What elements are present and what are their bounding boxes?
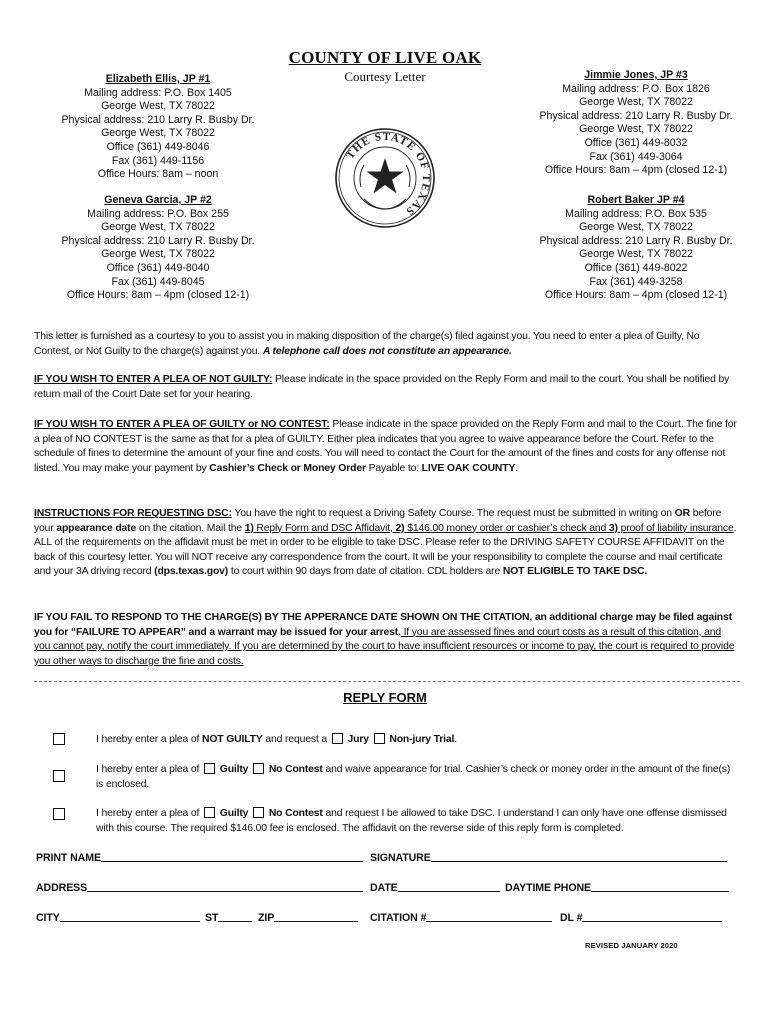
judge-hours: Office Hours: 8am – 4pm (closed 12-1): [544, 289, 728, 302]
date-label: DATE: [370, 882, 398, 894]
judge-mailing: Mailing address: P.O. Box 1405: [84, 86, 232, 99]
dsc-appearance-date: appearance date: [56, 522, 137, 534]
dsc-heading: INSTRUCTIONS FOR REQUESTING DSC:: [34, 508, 232, 519]
page-title: COUNTY OF LIVE OAK: [288, 48, 482, 67]
option-2-guilty-checkbox[interactable]: [204, 763, 215, 774]
dsc-paragraph: [34, 507, 738, 580]
dl-field[interactable]: [560, 911, 722, 924]
payment-method: Cashier’s Check or Money Order: [209, 462, 366, 474]
dsc-text-3: on the citation. Mail the: [136, 522, 245, 534]
dsc-website: (dps.texas.gov): [154, 566, 229, 578]
texas-seal-icon: [334, 127, 436, 234]
dsc-item-1: Reply Form and DSC Affidavit,: [253, 522, 396, 534]
dsc-item-3: proof of liability insurance: [617, 522, 734, 534]
daytime-phone-field[interactable]: [505, 881, 729, 894]
judge-name: Geneva Garcia, JP #2: [104, 194, 212, 206]
print-name-line[interactable]: [101, 851, 363, 862]
dsc-cdl: NOT ELIGIBLE TO TAKE DSC.: [502, 566, 648, 578]
guilty-paragraph: [34, 418, 738, 476]
state-field[interactable]: [205, 911, 252, 924]
judge-name: Jimmie Jones, JP #3: [584, 69, 688, 81]
intro-emphasis: A telephone call does not constitute an appearance.: [262, 345, 512, 357]
dsc-text-2: before your: [34, 508, 722, 534]
option-2-checkbox[interactable]: [53, 770, 65, 782]
print-name-label: PRINT NAME: [36, 852, 101, 864]
seal-text: THE STATE OF TEXAS: [344, 130, 433, 218]
option-2-nocontest-label: No Contest: [268, 764, 323, 775]
dsc-text-4: . ALL of the requirements on the affidavit must be met in order to be eligible to take DSC. Please refer to the DRIVING SAFETY COURSE AFFIDAVIT on the back of this courtesy letter. You will NOT receive any correspondence from the court. It will be your responsibility to complete the course and mail certificate and your 3A driving record: [34, 522, 737, 578]
judge-mailing-city: George West, TX 78022: [101, 221, 215, 234]
state-line[interactable]: [218, 911, 252, 922]
address-field[interactable]: [36, 881, 363, 894]
judge-hours: Office Hours: 8am – noon: [97, 168, 219, 181]
dl-label: DL #: [560, 912, 583, 924]
fail-bold: IF YOU FAIL TO RESPOND TO THE CHARGE(S) BY THE APPERANCE DATE SHOWN ON THE CITATION, an additional charge may be filed against you for “FAILURE TO APPEAR” and a warrant may be issued for your arrest.: [34, 612, 732, 638]
judge-office: Office (361) 449-8032: [584, 136, 688, 149]
payable-prefix: Payable to:: [365, 462, 422, 474]
jury-checkbox[interactable]: [332, 733, 343, 744]
reply-option-1: [96, 732, 736, 747]
judge-office: Office (361) 449-8046: [106, 140, 210, 153]
judge-mailing: Mailing address: P.O. Box 535: [565, 207, 707, 220]
revised-date: REVISED JANUARY 2020: [585, 941, 678, 950]
reply-option-3: [96, 806, 736, 836]
guilty-text: Please indicate in the space provided on the Reply Form and mail to the Court. The fine for a plea of NO CONTEST is the same as that for a plea of GUILTY. Either plea indicates that you agree to waive appearance before the Court. Refer to the schedule of fines to determine the amount of your fine and costs. You will need to contact the Court for the amount of the fines and costs for any offense not listed. You may make your payment by: [34, 419, 737, 474]
option-1-end: .: [454, 734, 457, 745]
zip-field[interactable]: [258, 911, 358, 924]
cut-line-divider: [34, 681, 740, 682]
judge-fax: Fax (361) 449-3258: [589, 275, 683, 288]
judge-mailing: Mailing address: P.O. Box 1826: [562, 82, 710, 95]
option-3-nocontest-label: No Contest: [268, 808, 323, 819]
dsc-text-5: to court within 90 days from date of citation. CDL holders are: [228, 566, 503, 578]
dsc-text-1: You have the right to request a Driving Safety Course. The request must be submitted in writing on: [231, 508, 675, 519]
judge-physical: Physical address: 210 Larry R. Busby Dr.: [539, 109, 733, 122]
judge-mailing-city: George West, TX 78022: [579, 221, 693, 234]
zip-line[interactable]: [274, 911, 358, 922]
daytime-phone-label: DAYTIME PHONE: [505, 882, 592, 894]
option-1-plea: NOT GUILTY: [202, 734, 263, 745]
address-line[interactable]: [87, 881, 363, 892]
citation-line[interactable]: [426, 911, 552, 922]
dsc-or: OR: [674, 508, 690, 519]
judge-physical: Physical address: 210 Larry R. Busby Dr.: [61, 113, 255, 126]
daytime-phone-line[interactable]: [591, 881, 729, 892]
judge-physical-city: George West, TX 78022: [101, 127, 215, 140]
option-2-prefix: I hereby enter a plea of: [96, 764, 203, 775]
judge-fax: Fax (361) 449-1156: [111, 154, 205, 167]
jury-label: Jury: [347, 734, 369, 745]
option-2-guilty-label: Guilty: [219, 764, 249, 775]
option-2-text: and waive appearance for trial. Cashier’s check or money order in the amount of the fine(s) is enclosed.: [96, 764, 731, 790]
fail-underlined: If you are assessed fines and court costs as a result of this citation, and you cannot pay, notify the court immediately. If you are determined by the court to have insufficient resources or income to pay, the court is required to provide you other ways to discharge the fine and costs.: [34, 626, 735, 667]
judge-physical: Physical address: 210 Larry R. Busby Dr.: [61, 234, 255, 247]
guilty-end: .: [515, 462, 519, 474]
option-1-mid: and request a: [262, 734, 330, 745]
judge-physical: Physical address: 210 Larry R. Busby Dr.: [539, 234, 733, 247]
fail-paragraph: [34, 611, 738, 669]
judge-block-3: [520, 69, 752, 178]
nonjury-label: Non-jury Trial: [389, 734, 455, 745]
reply-option-2: [96, 762, 736, 792]
option-3-checkbox[interactable]: [53, 808, 65, 820]
judge-hours: Office Hours: 8am – 4pm (closed 12-1): [66, 289, 250, 302]
judge-hours: Office Hours: 8am – 4pm (closed 12-1): [544, 164, 728, 177]
dsc-item-1-number: 1): [244, 522, 254, 534]
option-3-guilty-label: Guilty: [219, 808, 249, 819]
option-1-prefix: I hereby enter a plea of: [96, 734, 203, 745]
zip-label: ZIP: [258, 912, 275, 924]
intro-text: This letter is furnished as a courtesy to you to assist you in making disposition of the charge(s) filed against you. You need to enter a plea of Guilty, No Contest, or Not Guilty to the charge(s) against you.: [34, 331, 700, 357]
page-subtitle: Courtesy Letter: [344, 69, 426, 84]
judge-fax: Fax (361) 449-3064: [589, 150, 683, 163]
signature-line[interactable]: [431, 851, 727, 862]
judge-name: Robert Baker JP #4: [587, 194, 685, 206]
judge-block-1: [40, 73, 276, 182]
dsc-item-2-number: 2): [395, 522, 405, 534]
option-3-guilty-checkbox[interactable]: [204, 807, 215, 818]
payee: LIVE OAK COUNTY: [421, 462, 516, 474]
citation-field[interactable]: [370, 911, 552, 924]
judge-fax: Fax (361) 449-8045: [111, 275, 205, 288]
city-field[interactable]: [36, 911, 200, 924]
option-3-nocontest-checkbox[interactable]: [253, 807, 264, 818]
not-guilty-paragraph: [34, 373, 738, 402]
not-guilty-heading: IF YOU WISH TO ENTER A PLEA OF NOT GUILTY:: [34, 374, 273, 385]
judge-physical-city: George West, TX 78022: [579, 123, 693, 136]
nonjury-checkbox[interactable]: [374, 733, 385, 744]
judge-physical-city: George West, TX 78022: [579, 248, 693, 261]
not-guilty-text: Please indicate in the space provided on the Reply Form and mail to the court. You shall be notified by return mail of the Court Date set for your hearing.: [34, 374, 730, 400]
judge-name: Elizabeth Ellis, JP #1: [105, 73, 211, 85]
dsc-item-3-number: 3): [608, 522, 618, 534]
signature-field[interactable]: [370, 851, 727, 864]
judge-mailing-city: George West, TX 78022: [579, 96, 693, 109]
option-1-checkbox[interactable]: [53, 733, 65, 745]
option-2-nocontest-checkbox[interactable]: [253, 763, 264, 774]
state-label: ST: [205, 912, 219, 924]
intro-paragraph: [34, 330, 738, 359]
citation-label: CITATION #: [370, 912, 427, 924]
city-line[interactable]: [60, 911, 200, 922]
option-3-prefix: I hereby enter a plea of: [96, 808, 203, 819]
judge-mailing: Mailing address: P.O. Box 255: [87, 207, 229, 220]
city-label: CITY: [36, 912, 60, 924]
guilty-heading: IF YOU WISH TO ENTER A PLEA OF GUILTY or NO CONTEST:: [34, 419, 330, 430]
judge-block-4: [520, 194, 752, 303]
judge-mailing-city: George West, TX 78022: [101, 100, 215, 113]
print-name-field[interactable]: [36, 851, 363, 864]
signature-label: SIGNATURE: [370, 852, 431, 864]
judge-office: Office (361) 449-8022: [584, 261, 688, 274]
reply-form-title: REPLY FORM: [343, 690, 427, 705]
judge-physical-city: George West, TX 78022: [101, 248, 215, 261]
judge-office: Office (361) 449-8040: [106, 261, 210, 274]
dsc-item-2: $146.00 money order or cashier’s check and: [404, 522, 609, 534]
option-3-text: and request I be allowed to take DSC. I understand I can only have one offense dismissed with this course. The required $146.00 fee is enclosed. The affidavit on the reverse side of this reply form is completed.: [96, 808, 727, 834]
date-field[interactable]: [370, 881, 500, 894]
date-line[interactable]: [398, 881, 500, 892]
judge-block-2: [40, 194, 276, 303]
dl-line[interactable]: [582, 911, 722, 922]
address-label: ADDRESS: [36, 882, 88, 894]
